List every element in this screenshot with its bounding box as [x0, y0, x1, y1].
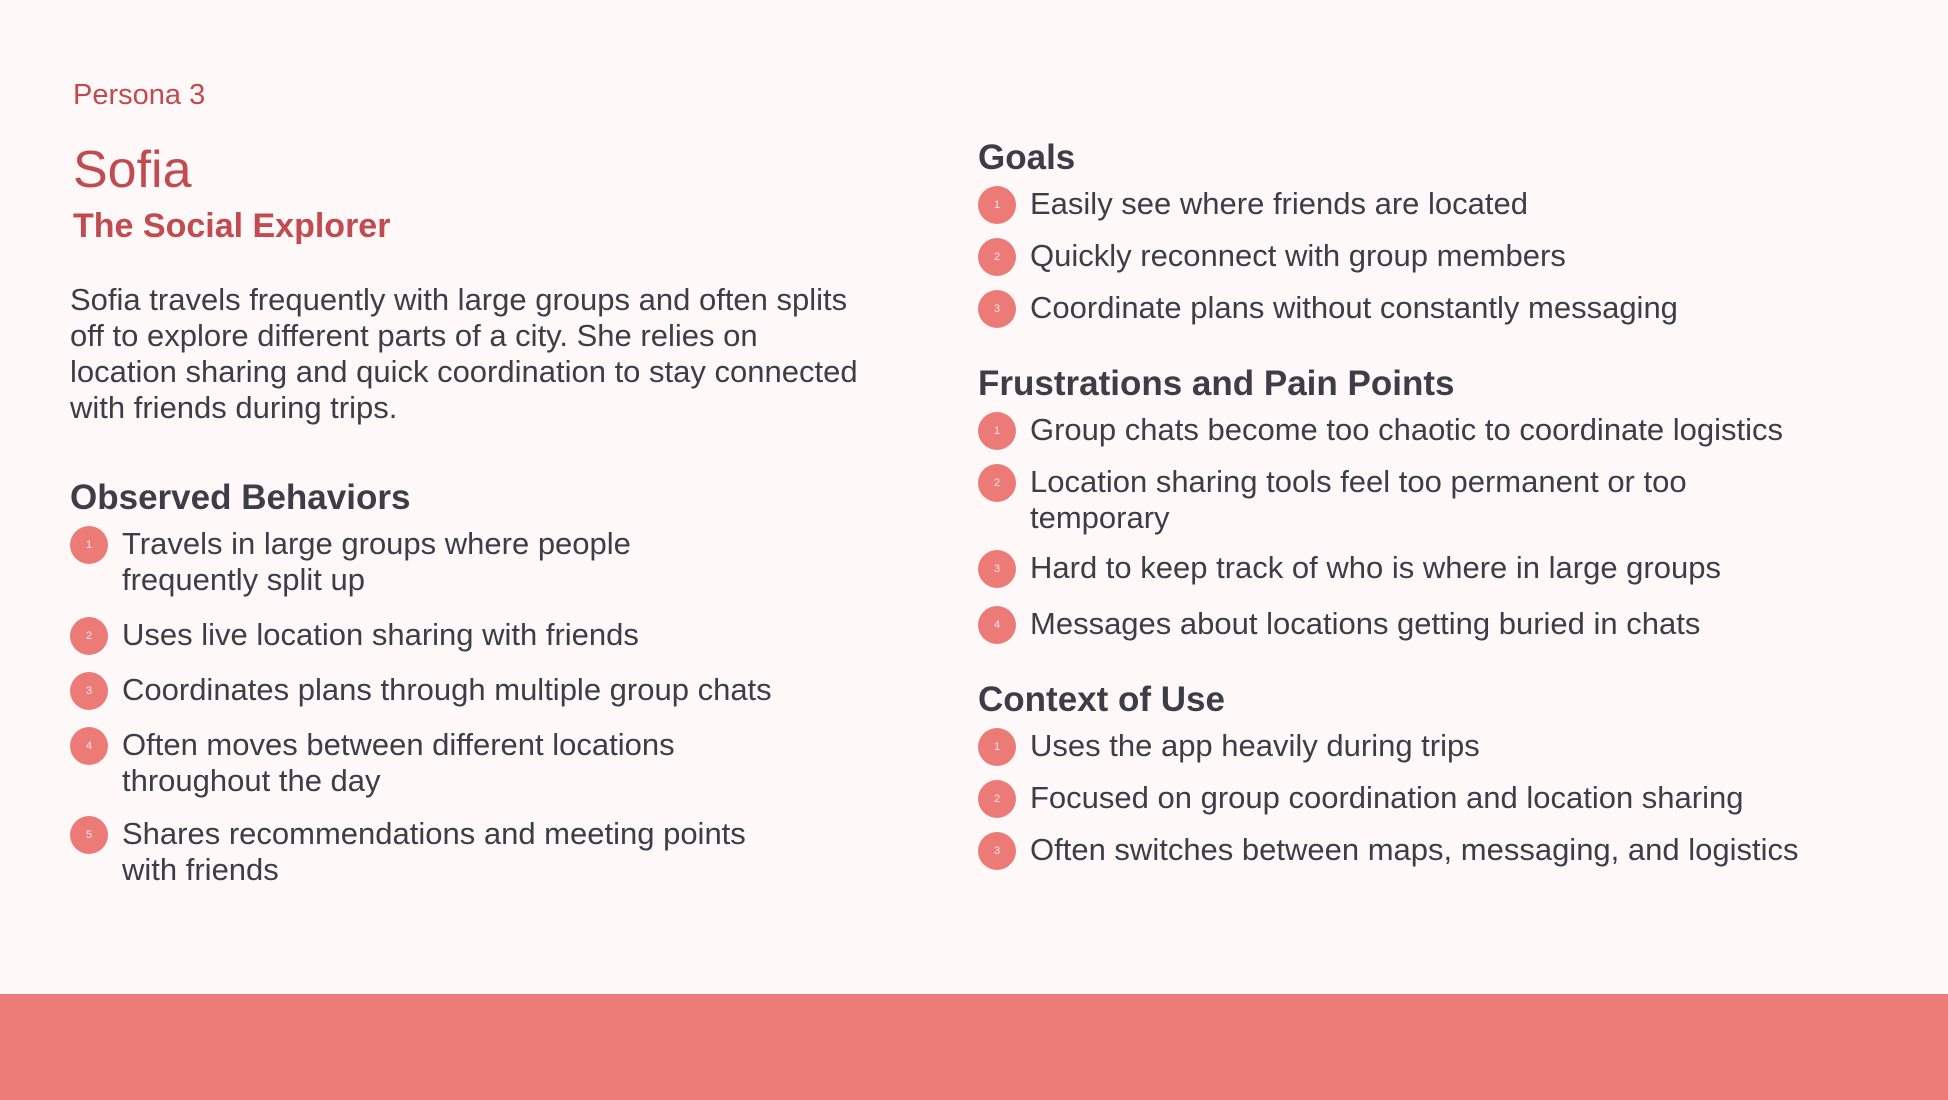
- list-item: [978, 238, 1898, 276]
- list-item-text: Group chats become too chaotic to coordinate logistics: [1030, 412, 1784, 447]
- list-item-text: Coordinate plans without constantly messaging: [1030, 290, 1678, 325]
- number-badge: 2: [978, 238, 1016, 276]
- number-badge: 1: [978, 728, 1016, 766]
- persona-subtitle: The Social Explorer: [73, 207, 391, 245]
- list-item: [978, 186, 1898, 224]
- list-item: [70, 816, 750, 888]
- number-badge: 3: [978, 832, 1016, 870]
- footer-accent-bar: [0, 994, 1948, 1100]
- persona-number-label: Persona 3: [73, 79, 206, 111]
- frustrations-list: [978, 412, 1898, 644]
- context-of-use-list: [978, 728, 1898, 870]
- number-badge: 2: [70, 617, 108, 655]
- persona-profile-column: [70, 75, 890, 888]
- list-item: [70, 526, 710, 598]
- list-item: [978, 464, 1768, 536]
- list-item: [978, 780, 1898, 818]
- list-item: [70, 672, 890, 710]
- number-badge: 1: [70, 526, 108, 564]
- number-badge: 4: [978, 606, 1016, 644]
- number-badge: 1: [978, 186, 1016, 224]
- list-item: [70, 617, 890, 655]
- number-badge: 3: [978, 290, 1016, 328]
- list-item-text: Often moves between different locations throughout the day: [122, 727, 675, 798]
- number-badge: 5: [70, 816, 108, 854]
- list-item: [978, 728, 1898, 766]
- number-badge: 2: [978, 780, 1016, 818]
- number-badge: 3: [978, 550, 1016, 588]
- context-of-use-section: [978, 678, 1898, 870]
- number-badge: 2: [978, 464, 1016, 502]
- persona-description: Sofia travels frequently with large groups and often splits off to explore different parts of a city. She relies on location sharing and quick coordination to stay connected with friends during trips.: [70, 282, 858, 425]
- list-item-text: Travels in large groups where people frequently split up: [122, 526, 631, 597]
- list-item: [978, 550, 1898, 588]
- list-item: [978, 290, 1898, 328]
- context-of-use-title: Context of Use: [978, 680, 1225, 719]
- frustrations-title: Frustrations and Pain Points: [978, 364, 1455, 403]
- list-item-text: Focused on group coordination and location sharing: [1030, 780, 1744, 815]
- list-item-text: Often switches between maps, messaging, and logistics: [1030, 832, 1799, 867]
- list-item: [978, 606, 1898, 644]
- frustrations-section: [978, 362, 1898, 644]
- observed-behaviors-section: [70, 476, 890, 888]
- observed-behaviors-list: [70, 526, 890, 888]
- list-item-text: Quickly reconnect with group members: [1030, 238, 1566, 273]
- list-item-text: Shares recommendations and meeting points with friends: [122, 816, 746, 887]
- goals-section: [978, 136, 1898, 328]
- list-item-text: Coordinates plans through multiple group chats: [122, 672, 772, 707]
- list-item-text: Easily see where friends are located: [1030, 186, 1528, 221]
- number-badge: 1: [978, 412, 1016, 450]
- persona-name: Sofia: [73, 141, 192, 199]
- list-item-text: Uses the app heavily during trips: [1030, 728, 1480, 763]
- list-item-text: Hard to keep track of who is where in large groups: [1030, 550, 1721, 585]
- persona-details-column: [978, 136, 1898, 870]
- number-badge: 4: [70, 727, 108, 765]
- list-item: [70, 727, 750, 799]
- goals-title: Goals: [978, 138, 1076, 177]
- observed-behaviors-title: Observed Behaviors: [70, 478, 411, 517]
- list-item-text: Uses live location sharing with friends: [122, 617, 639, 652]
- list-item-text: Messages about locations getting buried in chats: [1030, 606, 1701, 641]
- list-item: [978, 832, 1898, 870]
- number-badge: 3: [70, 672, 108, 710]
- goals-list: [978, 186, 1898, 328]
- list-item-text: Location sharing tools feel too permanent or too temporary: [1030, 464, 1687, 535]
- list-item: [978, 412, 1898, 450]
